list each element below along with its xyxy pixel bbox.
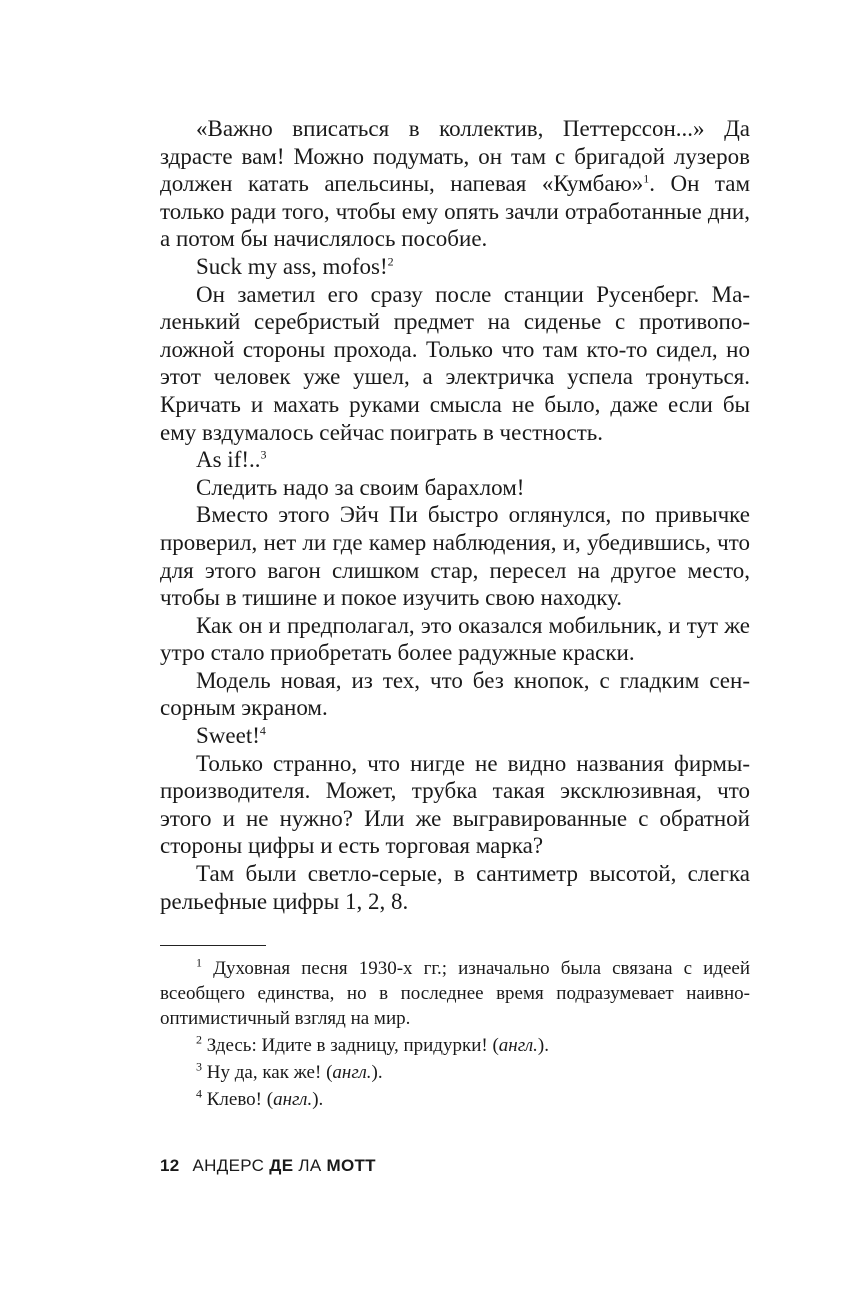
- footnote-language-note: англ.: [273, 1089, 313, 1111]
- paragraph-1: [160, 115, 750, 253]
- paragraph-9-text: Sweet!: [196, 723, 260, 749]
- body-text: [160, 115, 750, 915]
- author-first-name: АНДЕРС: [192, 1156, 265, 1175]
- paragraph-10: Только странно, что нигде не видно названия фирмы-производителя. Может, трубка такая эксклюзивная, что этого и не нужно? Или же выгравированные с обратной стороны цифры и есть торговая марка?: [160, 750, 750, 859]
- paragraph-11: Там были светло-серые, в сантиметр высотой, слегка рельефные цифры 1, 2, 8.: [160, 861, 750, 914]
- footnote-end: ).: [312, 1089, 324, 1111]
- footnote-ref-2: 2: [387, 254, 394, 269]
- paragraph-7: Как он и предполагал, это оказался мобильник, и тут же утро стало приобретать более радужные краски.: [160, 612, 750, 666]
- footnote-number: 3: [196, 1059, 202, 1074]
- author-name-la: ЛА: [298, 1156, 322, 1175]
- paragraph-1-tail: . Он там только ради того, чтобы ему опять зачли отработанные дни, а потом бы начислялось пособие.: [160, 171, 751, 252]
- footnote-text: Духовная песня 1930-х гг.; изначально была связана с идеей всеобщего единства, но в последнее время подразумевает наивно-оптимистичный взгляд на мир.: [160, 958, 751, 1030]
- footnote-ref-4: 4: [259, 723, 266, 738]
- paragraph-2: [160, 253, 750, 281]
- footnote-text: Клево! (: [206, 1089, 274, 1111]
- footnote-end: ).: [371, 1062, 383, 1084]
- footnote-2: [160, 1033, 750, 1058]
- paragraph-6: Вместо этого Эйч Пи быстро оглянулся, по привычке проверил, нет ли где камер наблюдения, и, убедившись, что для этого вагон слишком стар, пересел на другое место, чтобы в тишине и покое изучить свою находку.: [160, 502, 750, 611]
- paragraph-3: Он заметил его сразу после станции Русенберг. Маленький серебристый предмет на сиденье с противоположной стороны прохода. Только что там кто-то сидел, но этот человек уже ушел, а электричка успела тронуться. Кричать и махать руками смысла не было, даже если бы ему вздумалось сейчас поиграть в честность.: [160, 281, 750, 445]
- paragraph-2-text: Suck my ass, mofos!: [196, 253, 388, 279]
- author-name-de: ДЕ: [269, 1156, 294, 1175]
- paragraph-1-text: «Важно вписаться в коллектив, Петтерссон...» Да здрасте вам! Можно подумать, он там с бригадой лузеров должен катать апельсины, напевая «Кумбаю»: [160, 116, 750, 197]
- paragraph-8: Модель новая, из тех, что без кнопок, с гладким сенсорным экраном.: [160, 667, 750, 721]
- footnote-divider: [160, 945, 266, 946]
- footnote-3: [160, 1060, 750, 1085]
- footnote-number: 2: [196, 1032, 202, 1047]
- footnote-ref-1: 1: [643, 171, 650, 186]
- footnote-number: 1: [196, 955, 202, 970]
- page: [160, 115, 750, 1114]
- footnote-number: 4: [196, 1086, 202, 1101]
- footnote-language-note: англ.: [332, 1062, 372, 1084]
- footnote-ref-3: 3: [260, 447, 267, 462]
- footnote-text: Ну да, как же! (: [206, 1062, 333, 1084]
- footnote-4: [160, 1087, 750, 1112]
- page-footer: [160, 1156, 376, 1176]
- footnotes: [160, 956, 750, 1112]
- paragraph-4: [160, 446, 750, 474]
- page-number: 12: [160, 1156, 180, 1175]
- author-surname: МОТТ: [326, 1156, 376, 1175]
- footnote-end: ).: [537, 1035, 549, 1057]
- footnote-1: [160, 956, 750, 1031]
- footnote-text: Здесь: Идите в задницу, придурки! (: [206, 1035, 499, 1057]
- paragraph-5: Следить надо за своим барахлом!: [196, 474, 525, 500]
- footnote-language-note: англ.: [498, 1035, 538, 1057]
- paragraph-9: [160, 722, 750, 750]
- paragraph-4-text: As if!..: [196, 447, 261, 473]
